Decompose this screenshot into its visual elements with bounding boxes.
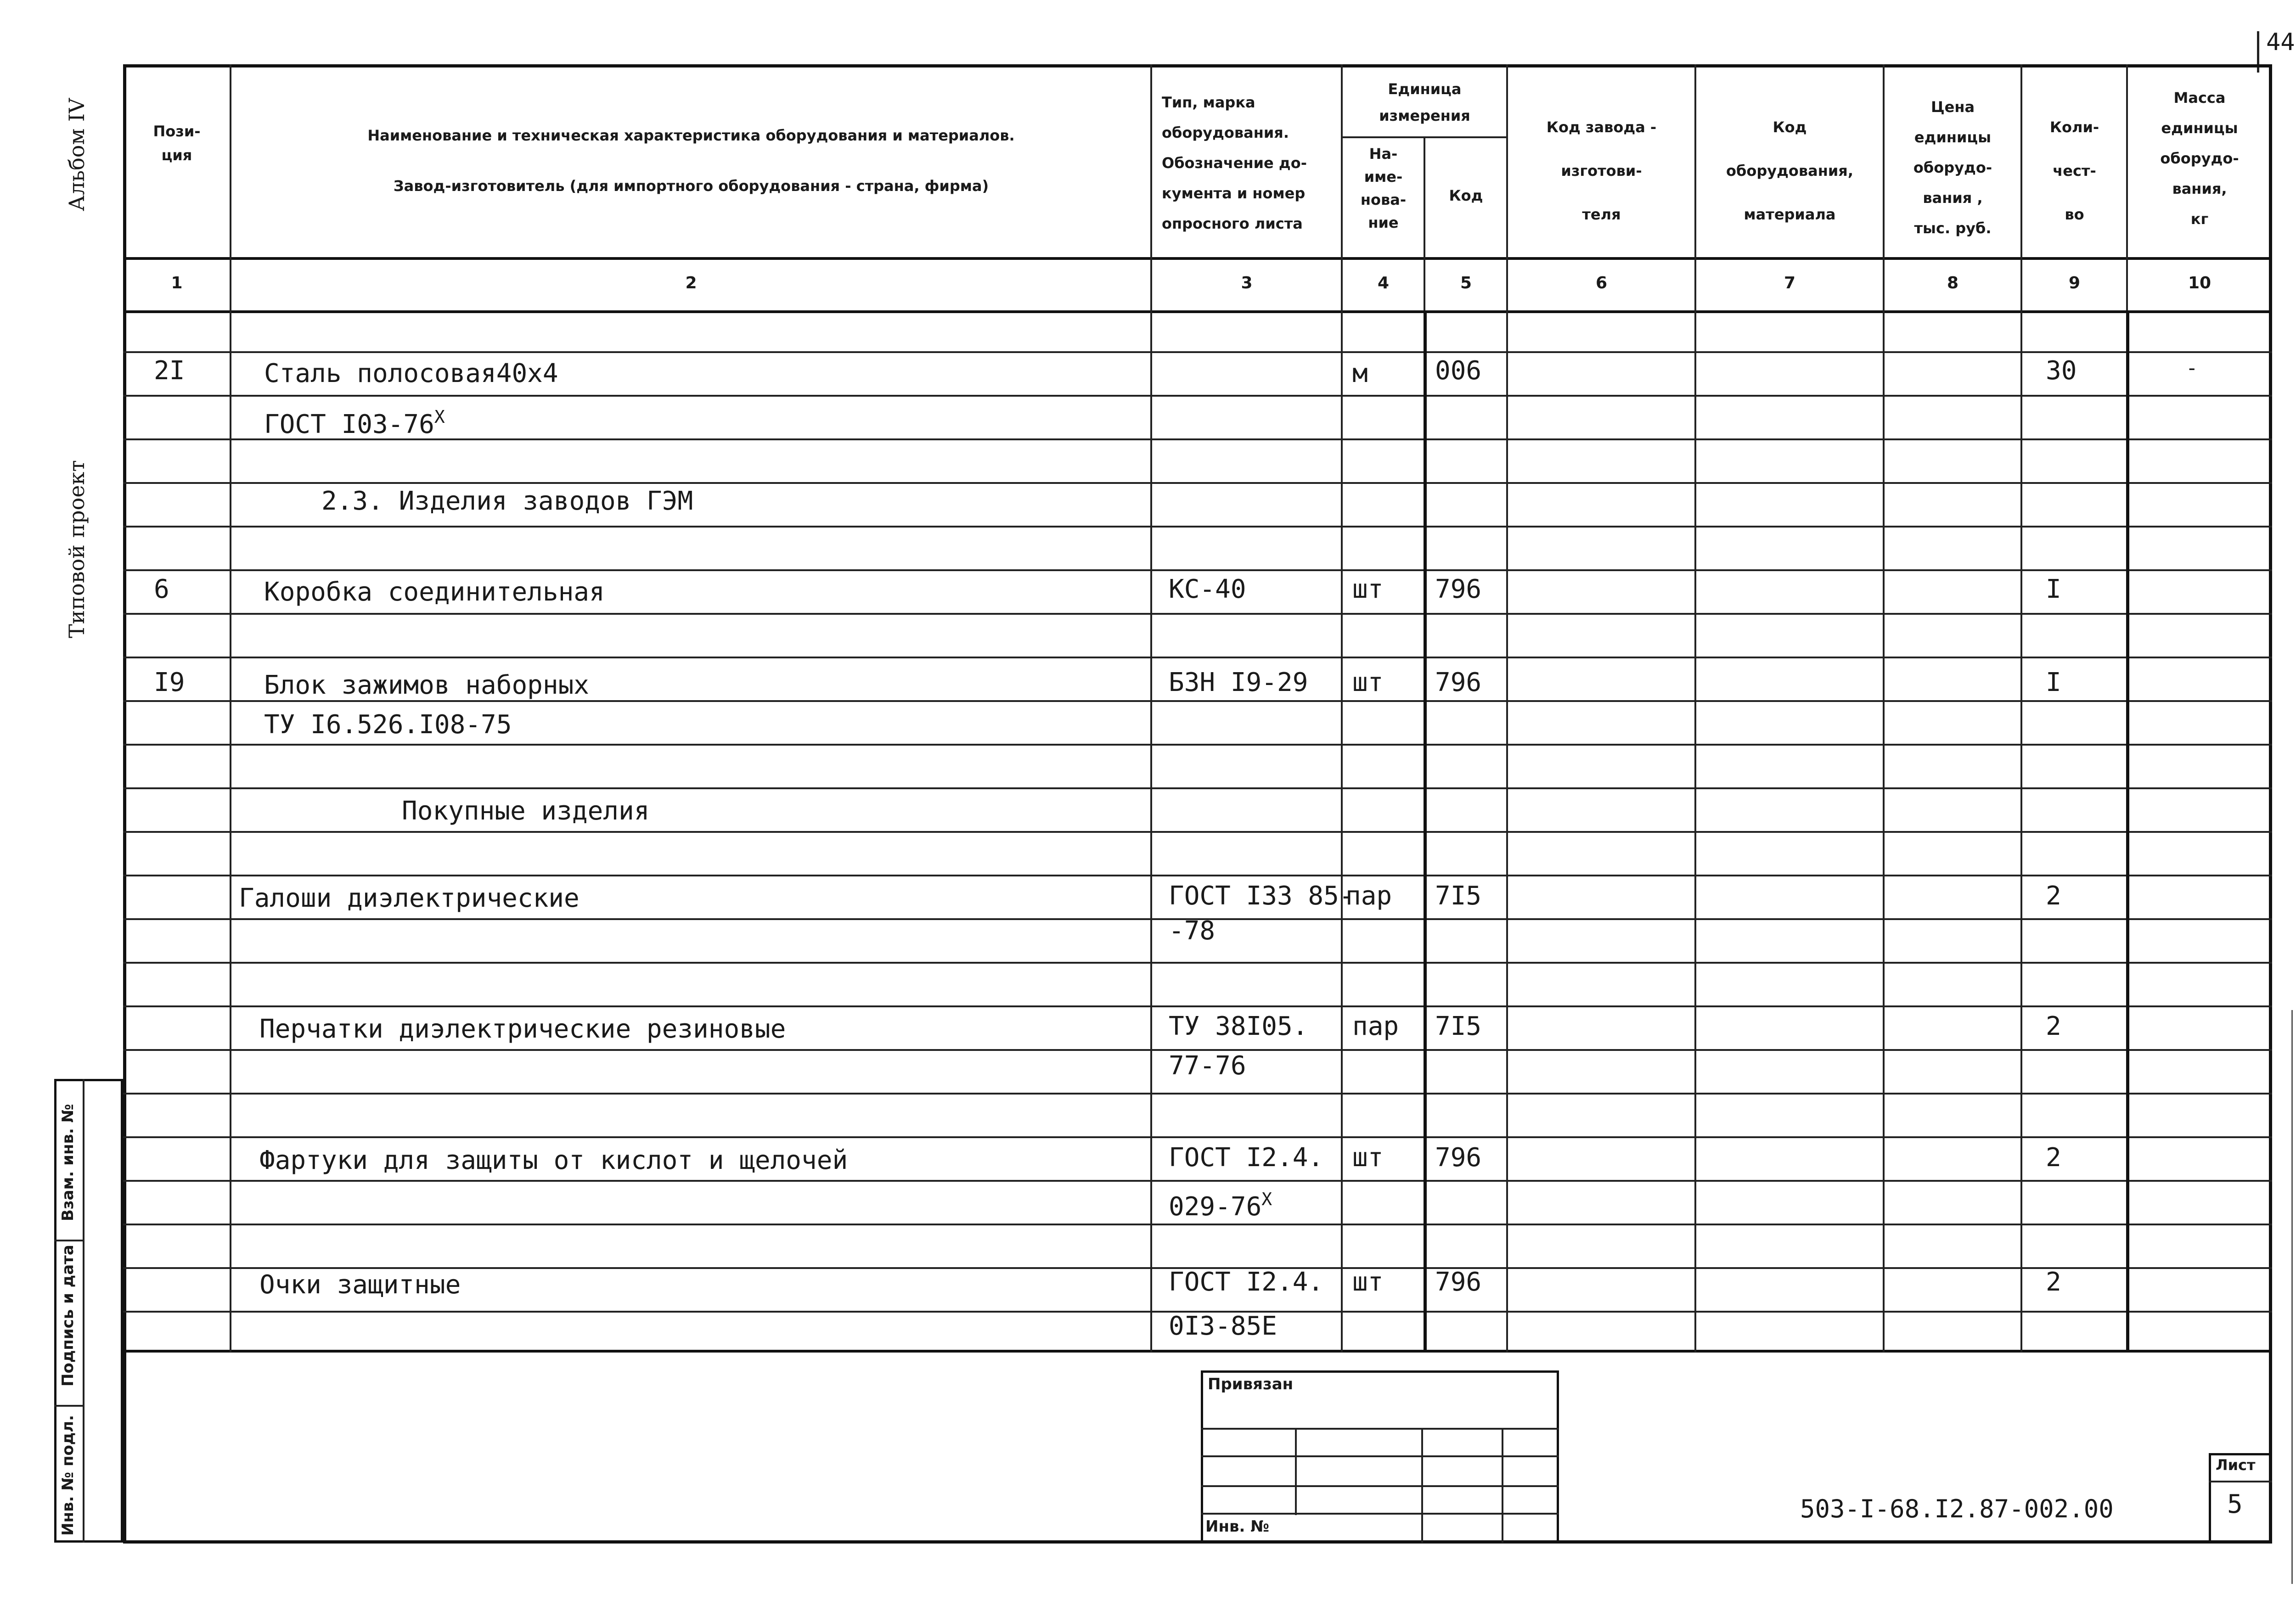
col-number: 7 — [1784, 274, 1796, 292]
cell-quantity: 30 — [2046, 356, 2077, 386]
cell-type: ТУ 38I05. — [1169, 1011, 1308, 1041]
cell-code: 006 — [1435, 356, 1482, 386]
header-position: Пози- ция — [153, 123, 201, 164]
cell-name: ТУ I6.526.I08-75 — [264, 710, 512, 740]
header-unit: Единица измерения — [1379, 80, 1470, 124]
cell-quantity: 2 — [2046, 1267, 2061, 1297]
cell-type: ГОСТ I2.4. — [1169, 1267, 1324, 1297]
cell-unit: м — [1352, 359, 1368, 388]
cell-code: 796 — [1435, 668, 1482, 697]
header-bottom-line — [123, 257, 2272, 260]
header-unit-name: На- име- нова- ние — [1360, 145, 1407, 231]
cell-quantity: 2 — [2046, 1011, 2061, 1041]
cell-quantity: 2 — [2046, 881, 2061, 911]
cell-code: 7I5 — [1435, 1011, 1482, 1041]
cell-unit: шт — [1352, 1267, 1384, 1297]
cell-code: 796 — [1435, 574, 1482, 604]
document-code: 503-I-68.I2.87-002.00 — [1800, 1494, 2114, 1523]
left-stamp-sep — [54, 1240, 84, 1241]
project-label: Типовой проект — [64, 460, 89, 638]
cell-code: 7I5 — [1435, 881, 1482, 911]
cell-type: КС-40 — [1169, 574, 1246, 604]
sign-date-label: Подпись и дата — [59, 1245, 77, 1387]
header-price: Цена единицы оборудо- вания , тыс. руб. — [1913, 98, 1992, 237]
cell-quantity: 2 — [2046, 1143, 2061, 1173]
cell-name: Блок зажимов наборных — [264, 670, 590, 700]
cell-name: Сталь полосовая40х4 — [264, 359, 558, 388]
col-number: 3 — [1241, 274, 1253, 292]
scan-margin-line — [2291, 1010, 2293, 1584]
sheet-number: 5 — [2227, 1489, 2243, 1519]
col-number: 10 — [2188, 274, 2212, 292]
col-number: 5 — [1460, 274, 1472, 292]
cell-type: 77-76 — [1169, 1051, 1246, 1081]
col-number: 2 — [685, 274, 697, 292]
replace-inv-label: Взам. инв. № — [59, 1104, 77, 1221]
cell-type: БЗН I9-29 — [1169, 668, 1308, 697]
album-label: Альбом IV — [64, 98, 89, 211]
section-heading: 2.3. Изделия заводов ГЭМ — [321, 486, 693, 516]
cell-code: 796 — [1435, 1143, 1482, 1173]
cell-unit: шт — [1352, 574, 1384, 604]
cell-type: 0I3-85Е — [1169, 1311, 1277, 1341]
col-number: 9 — [2068, 274, 2081, 292]
header-mass: Масса единицы оборудо- вания, кг — [2160, 89, 2239, 228]
header-equip-code: Код оборудования, материала — [1726, 118, 1853, 223]
binding-label: Привязан — [1208, 1375, 1294, 1393]
cell-name-sup: Х — [434, 407, 445, 427]
page-number: 44 — [2266, 28, 2295, 56]
cell-type: ГОСТ I33 85- — [1169, 881, 1355, 911]
cell-type-sup: Х — [1261, 1189, 1272, 1209]
cell-position: 2I — [154, 356, 185, 386]
cell-unit: пар — [1345, 881, 1392, 911]
colnum-bottom-line — [123, 310, 2272, 313]
header-unit-code: Код — [1449, 187, 1483, 204]
inv-no-sub-label: Инв. № подл. — [59, 1415, 77, 1536]
cell-unit: шт — [1352, 1143, 1384, 1173]
col-number: 8 — [1947, 274, 1959, 292]
cell-type: 029-76 — [1169, 1192, 1262, 1222]
cell-name: Фартуки для защиты от кислот и щелочей — [259, 1145, 848, 1175]
header-name: Наименование и техническая характеристика оборудования и материалов. Завод-изготовитель (для импортного оборудования - страна, фирма) — [367, 127, 1015, 195]
section-heading: Покупные изделия — [402, 796, 650, 826]
cell-name: Коробка соединительная — [264, 577, 605, 607]
cell-code: 796 — [1435, 1267, 1482, 1297]
cell-position: I9 — [154, 668, 185, 697]
cell-quantity: I — [2046, 574, 2061, 604]
sheet-label: Лист — [2216, 1456, 2256, 1474]
cell-unit: пар — [1352, 1011, 1399, 1041]
cell-type: -78 — [1169, 916, 1216, 946]
cell-type: ГОСТ I2.4. — [1169, 1143, 1324, 1173]
cell-quantity: I — [2046, 668, 2061, 697]
inv-no-label: Инв. № — [1205, 1517, 1270, 1536]
cell-mass: - — [2186, 356, 2198, 380]
cell-name: Галоши диэлектрические — [239, 883, 580, 913]
col-number: 1 — [171, 274, 183, 292]
cell-name: Перчатки диэлектрические резиновые — [259, 1014, 786, 1044]
cell-name: Очки защитные — [259, 1270, 461, 1300]
col-number: 6 — [1595, 274, 1608, 292]
left-stamp-sep — [54, 1405, 84, 1407]
header-type: Тип, марка оборудования. Обозначение до- кумента и номер опросного листа — [1162, 94, 1307, 232]
left-stamp-divider — [83, 1079, 84, 1543]
header-quantity: Коли- чест- во — [2049, 118, 2099, 223]
col-number: 4 — [1377, 274, 1390, 292]
header-maker-code: Код завода - изготови- теля — [1546, 118, 1657, 223]
sheet-box-divider — [2209, 1481, 2272, 1482]
cell-position: 6 — [154, 574, 169, 604]
cell-name: ГОСТ I03-76 — [264, 410, 434, 439]
cell-unit: шт — [1352, 668, 1384, 697]
